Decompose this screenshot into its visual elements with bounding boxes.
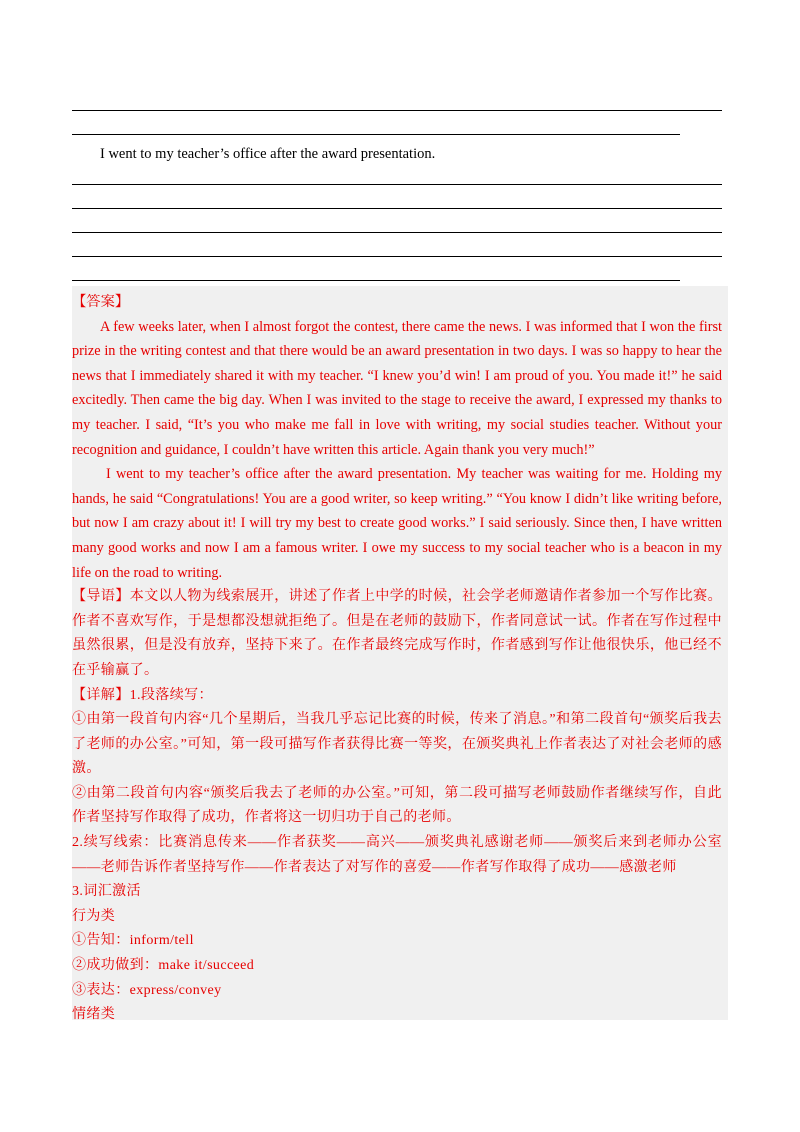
detail-section-3-title: 3.词汇激活: [72, 884, 141, 900]
writing-line: [72, 110, 722, 111]
detail-section-2: 2.续写线索：比赛消息传来——作者获奖——高兴——颁奖典礼感谢老师——颁奖后来到老师办公室——老师告诉作者坚持写作——作者表达了对写作的喜爱——作者写作取得了成功——感激老师: [72, 835, 722, 875]
answer-paragraph-1: A few weeks later, when I almost forgot the contest, there came the news. I was informed that I won the first prize in the writing contest and that there would be an award presentation in two days. I was so happy to hear the news that I immediately shared it with my teacher. “I knew you’d win! I am proud of you. You made it!” he said excitedly. Then came the big day. When I was invited to the stage to receive the award, I expressed my thanks to my teacher. I said, “It’s you who make me fall in love with writing, my social studies teacher. Without your recognition and guidance, I couldn’t have written this article. Again thank you very much!”: [72, 318, 722, 458]
paragraph2-opening: I went to my teacher’s office after the award presentation.: [100, 146, 436, 162]
vocab-item-1: ①告知：inform/tell: [72, 933, 194, 949]
answer-explanation: [72, 290, 722, 1028]
guide-text: 本文以人物为线索展开，讲述了作者上中学的时候，社会学老师邀请作者参加一个写作比赛。作者不喜欢写作，于是想都没想就拒绝了。但是在老师的鼓励下，作者同意试一试。作者在写作过程中虽然很累，但是没有放弃，坚持下来了。在作者最终完成写作时，作者感到写作让他很快乐，他已经不在乎输赢了。: [72, 589, 722, 678]
writing-line: [72, 256, 722, 257]
writing-line: [72, 280, 680, 281]
answer-label: 【答案】: [72, 294, 130, 310]
answer-paragraph-2: I went to my teacher’s office after the award presentation. My teacher was waiting for me. Holding my hands, he said “Congratulations! You are a good writer, so keep writing.” “You know I didn’t like writing before, but now I am crazy about it! I will try my best to create good works.” I said seriously. Since then, I have written many good works and now I am a famous writer. I owe my success to my social teacher who is a beacon in my life on the road to writing.: [72, 466, 722, 581]
detail-label: 【详解】: [72, 687, 130, 703]
vocab-item-3: ③表达：express/convey: [72, 982, 222, 998]
detail-heading: [72, 684, 722, 709]
writing-line: [72, 184, 722, 185]
detail-point-2: ②由第二段首句内容“颁奖后我去了老师的办公室。”可知，第二段可描写老师鼓励作者继续写作，自此作者坚持写作取得了成功，作者将这一切归功于自己的老师。: [72, 785, 722, 826]
detail-section1-title: 1.段落续写：: [129, 687, 213, 703]
guide-section: [72, 585, 722, 683]
writing-line: [72, 134, 680, 135]
detail-point-1: ①由第一段首句内容“几个星期后，当我几乎忘记比赛的时候，传来了消息。”和第二段首句“颁奖后我去了老师的办公室。”可知，第一段可描写作者获得比赛一等奖，在颁奖典礼上作者表达了对社会老师的感激。: [72, 712, 722, 777]
vocab-category-emotion: 情绪类: [72, 1007, 116, 1023]
writing-line: [72, 208, 722, 209]
vocab-category-behavior: 行为类: [72, 908, 116, 924]
writing-line: [72, 232, 722, 233]
guide-label: 【导语】: [72, 589, 130, 605]
vocab-item-2: ②成功做到：make it/succeed: [72, 958, 255, 974]
